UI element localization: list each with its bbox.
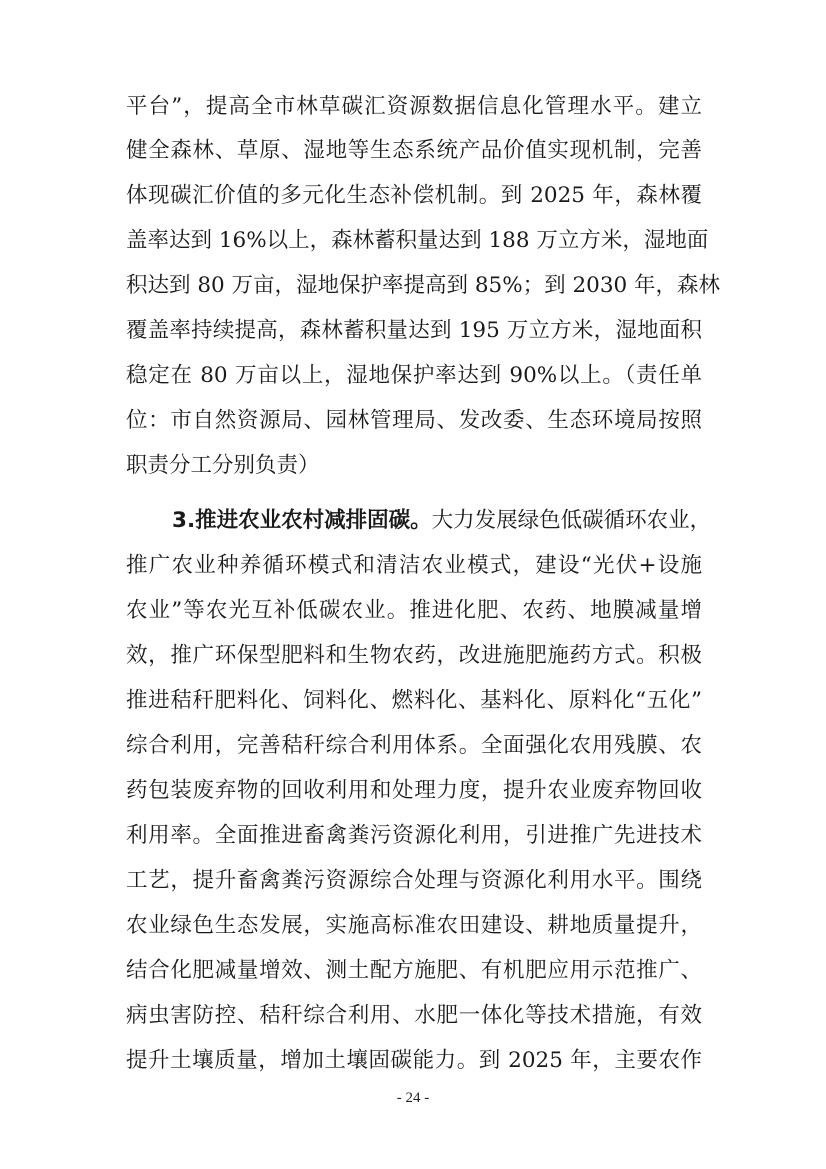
text-line: 结合化肥减量增效、测土配方施肥、有机肥应用示范推广、 (126, 958, 702, 983)
text-line: 农业”等农光互补低碳农业。推进化肥、农药、地膜减量增 (126, 598, 702, 623)
text-line: 病虫害防控、秸秆综合利用、水肥一体化等技术措施，有效 (126, 1003, 702, 1028)
text-line: 体现碳汇价值的多元化生态补偿机制。到 2025 年，森林覆 (126, 183, 702, 208)
page-number: - 24 - (396, 1090, 430, 1106)
text-line: 位：市自然资源局、园林管理局、发改委、生态环境局按照 (126, 408, 702, 433)
text-line: 工艺，提升畜禽粪污资源综合处理与资源化利用水平。围绕 (126, 868, 702, 893)
text-line: 药包装废弃物的回收利用和处理力度，提升农业废弃物回收 (126, 778, 702, 803)
text-line: 覆盖率持续提高，森林蓄积量达到 195 万立方米，湿地面积 (126, 318, 702, 343)
text-line: 推进秸秆肥料化、饲料化、燃料化、基料化、原料化“五化” (126, 688, 702, 713)
text-line: 效，推广环保型肥料和生物农药，改进施肥施药方式。积极 (126, 643, 702, 668)
text-line: 健全森林、草原、湿地等生态系统产品价值实现机制，完善 (126, 138, 702, 163)
text-line: 提升土壤质量，增加土壤固碳能力。到 2025 年，主要农作 (126, 1048, 702, 1073)
text-line: 农业绿色生态发展，实施高标准农田建设、耕地质量提升， (126, 913, 702, 938)
section-heading-line (172, 506, 712, 536)
section-heading: 3.推进农业农村减排固碳。 (172, 508, 432, 533)
text-line: 积达到 80 万亩，湿地保护率提高到 85%；到 2030 年，森林 (126, 273, 721, 298)
text-line: 综合利用，完善秸秆综合利用体系。全面强化农用残膜、农 (126, 733, 702, 758)
text-line: 职责分工分别负责） (126, 453, 320, 478)
text-line: 盖率达到 16%以上，森林蓄积量达到 188 万立方米，湿地面 (126, 228, 709, 253)
text-line: 平台”，提高全市林草碳汇资源数据信息化管理水平。建立 (126, 94, 702, 119)
text-span: 大力发展绿色低碳循环农业， (431, 508, 712, 533)
text-line: 利用率。全面推进畜禽粪污资源化利用，引进推广先进技术 (126, 823, 702, 848)
text-line: 推广农业种养循环模式和清洁农业模式，建设“光伏+设施 (126, 553, 702, 578)
text-line: 稳定在 80 万亩以上，湿地保护率达到 90%以上。（责任单 (126, 363, 702, 388)
